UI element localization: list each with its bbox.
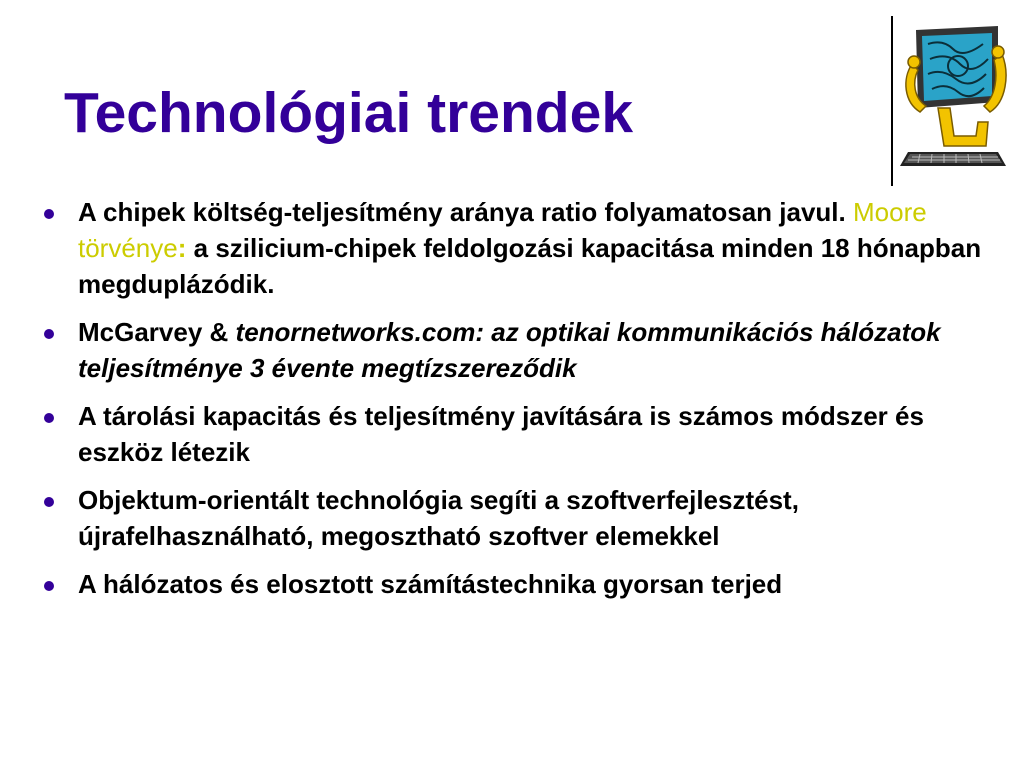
bullet-dot [44,413,54,423]
bullet-list [40,194,1015,614]
bullet-dot [44,581,54,591]
bullet-item-storage [40,398,1015,470]
bullet-item-distributed-computing [40,566,1015,602]
bullet-item-optical-networks [40,314,1015,386]
bullet-dot [44,329,54,339]
moore-law-highlight: Moore törvénye [78,197,927,263]
bullet-text-continued: a szilicium-chipek feldolgozási kapacitása minden 18 hónapban megduplázódik. [78,233,982,299]
bullet-item-chip-cost [40,194,1015,302]
bullet-text: Objektum-orientált technológia segíti a szoftverfejlesztést, újrafelhasználható, megosztható szoftver elemekkel [78,485,799,551]
bullet-dot [44,497,54,507]
bullet-text: A tárolási kapacitás és teljesítmény javítására is számos módszer és eszköz létezik [78,401,924,467]
title-divider [891,16,893,186]
computer-monitor-logo-icon [898,24,1008,174]
bullet-dot [44,209,54,219]
bullet-text: A hálózatos és elosztott számítástechnika gyorsan terjed [78,569,783,599]
moore-law-colon: : [177,233,187,263]
bullet-text: A chipek költség-teljesítmény aránya ratio folyamatosan javul. [78,197,853,227]
slide-title: Technológiai trendek [64,81,634,145]
bullet-item-object-oriented [40,482,1015,554]
bullet-text: McGarvey & [78,317,236,347]
bullet-italic-text: tenornetworks.com: az optikai kommunikációs hálózatok teljesítménye 3 évente megtízszereződik [78,317,941,383]
